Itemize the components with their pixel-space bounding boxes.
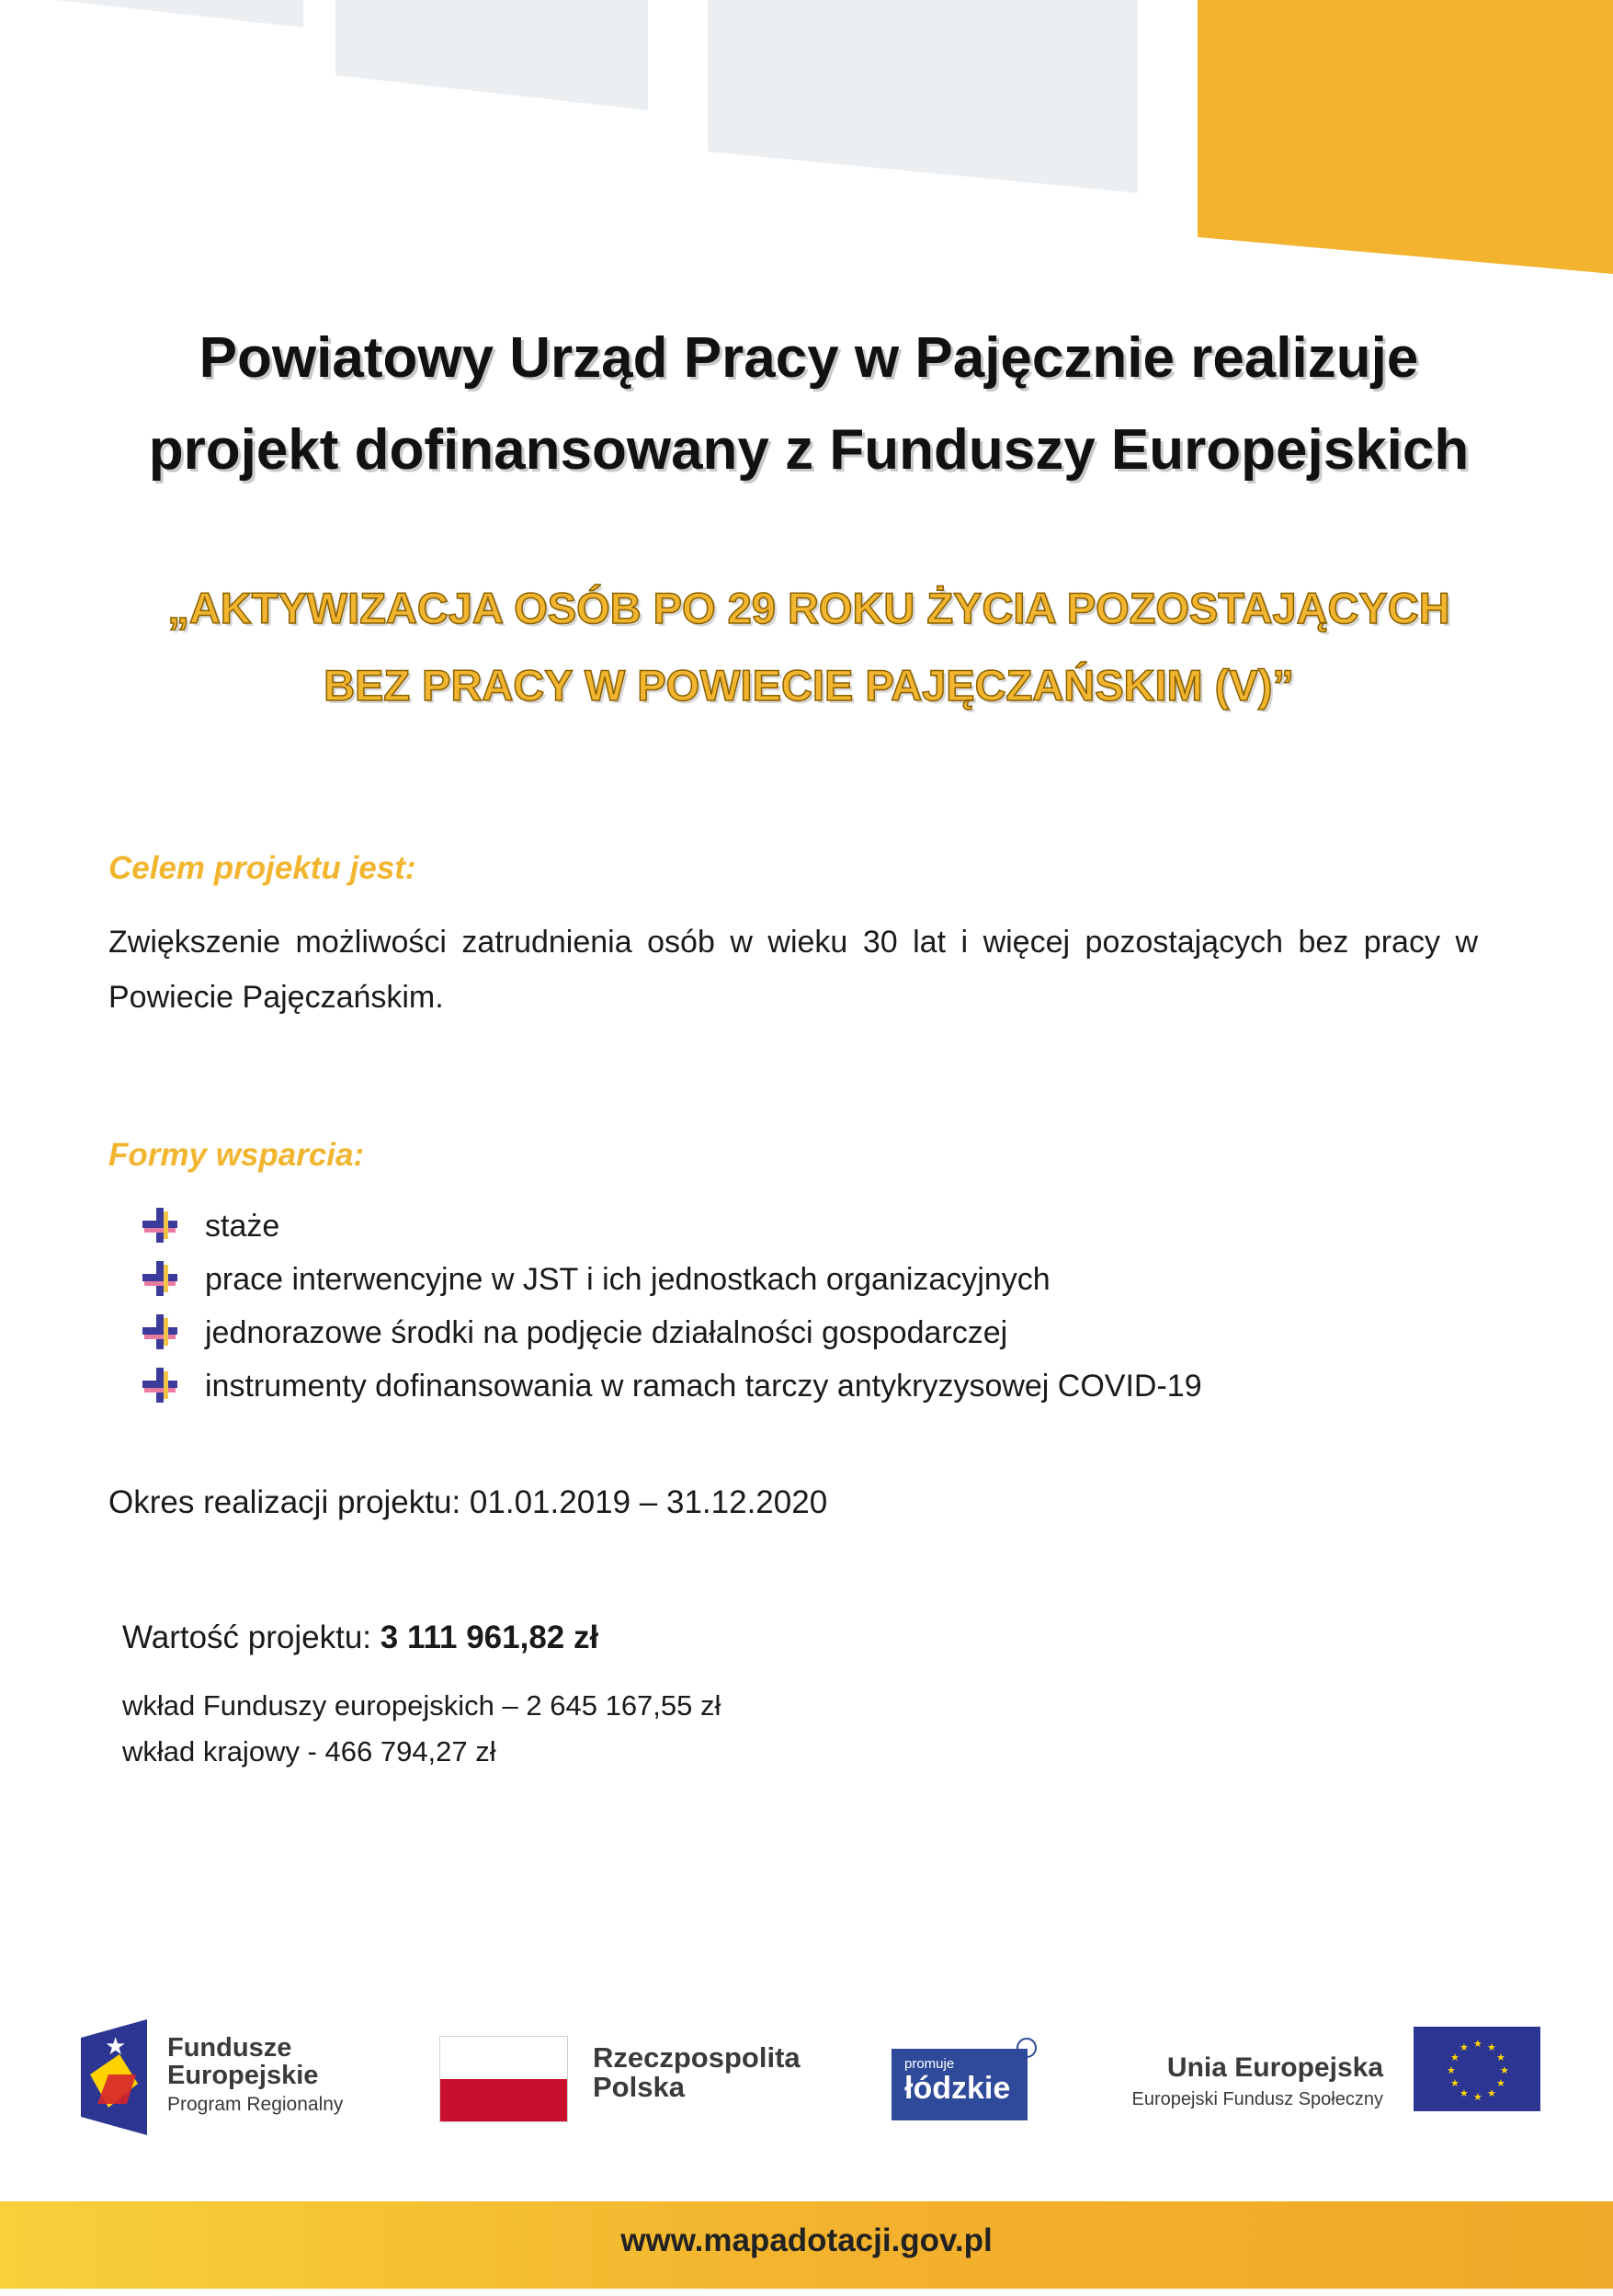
svg-text:★: ★ — [105, 2033, 127, 2061]
rp-line-1: Rzeczpospolita — [593, 2041, 801, 2074]
ue-line-1: Unia Europejska — [1166, 2052, 1383, 2083]
support-item-text: prace interwencyjne w JST i ich jednostkach organizacyjnych — [205, 1261, 1051, 1297]
eu-contribution: wkład Funduszy europejskich – 2 645 167,55 zł — [122, 1689, 721, 1722]
support-item-text: staże — [205, 1208, 280, 1244]
support-item-text: jednorazowe środki na podjęcie działalności gospodarczej — [205, 1314, 1008, 1350]
svg-text:★: ★ — [1496, 2052, 1505, 2063]
fe-line-1: Fundusze — [167, 2033, 292, 2063]
eu-flag-icon — [1414, 2027, 1540, 2111]
fe-line-3: Program Regionalny — [167, 2094, 344, 2115]
svg-text:★: ★ — [1450, 2052, 1460, 2063]
national-contribution: wkład krajowy - 466 794,27 zł — [122, 1735, 496, 1767]
goal-label: Celem projektu jest: — [108, 850, 416, 886]
goal-text: Zwiększenie możliwości zatrudnienia osób w wieku 30 lat i więcej pozostających bez pracy w Powiecie Pajęczańskim. — [108, 925, 1478, 1015]
cross-bullet-icon — [142, 1314, 205, 1351]
svg-text:★: ★ — [1460, 2087, 1469, 2099]
list-item — [142, 1359, 1202, 1413]
support-label: Formy wsparcia: — [108, 1137, 365, 1173]
project-value-label: Wartość projektu: — [122, 1620, 381, 1655]
project-name — [74, 570, 1544, 724]
page-title — [74, 313, 1544, 496]
ue-line-2: Europejski Fundusz Społeczny — [1131, 2089, 1383, 2109]
svg-text:★: ★ — [1450, 2077, 1460, 2089]
list-item — [142, 1306, 1202, 1359]
lodzkie-badge-icon — [1017, 2038, 1037, 2058]
svg-text:★: ★ — [1487, 2041, 1496, 2053]
polish-flag-icon — [439, 2036, 568, 2122]
fe-logo-text — [167, 2034, 343, 2120]
svg-text:★: ★ — [1447, 2064, 1456, 2076]
logos-strip — [0, 2018, 1613, 2137]
svg-text:★: ★ — [1487, 2087, 1496, 2099]
header-gray-shape-1 — [55, 0, 303, 28]
header-yellow-shape — [1198, 0, 1613, 274]
project-value-amount: 3 111 961,82 zł — [380, 1620, 599, 1655]
header-gray-shape-2 — [335, 0, 648, 110]
svg-text:★: ★ — [1500, 2064, 1509, 2076]
project-name-line-2: BEZ PRACY W POWIECIE PAJĘCZAŃSKIM (V)” — [324, 661, 1294, 710]
fundusze-europejskie-logo-icon — [81, 2019, 147, 2135]
project-period: Okres realizacji projektu: 01.01.2019 – 31.12.2020 — [108, 1484, 828, 1520]
support-list — [142, 1199, 1202, 1413]
lodzkie-logo-icon — [892, 2049, 1028, 2120]
lodz-small-text: promuje — [904, 2056, 955, 2072]
title-line-2: projekt dofinansowany z Funduszy Europejskich — [148, 418, 1470, 482]
support-item-text: instrumenty dofinansowania w ramach tarczy antykryzysowej COVID-19 — [205, 1368, 1202, 1404]
lodz-big-text: łódzkie — [904, 2071, 1011, 2106]
svg-text:★: ★ — [1460, 2041, 1469, 2053]
cross-bullet-icon — [142, 1368, 205, 1404]
header-gray-shape-3 — [708, 0, 1138, 193]
fe-line-2: Europejskie — [167, 2061, 319, 2090]
list-item — [142, 1199, 1202, 1253]
list-item — [142, 1253, 1202, 1306]
svg-text:★: ★ — [1496, 2077, 1505, 2089]
footer-url: www.mapadotacji.gov.pl — [620, 2222, 993, 2258]
header-decoration — [0, 0, 1613, 294]
svg-text:★: ★ — [1473, 2038, 1482, 2050]
title-line-1: Powiatowy Urząd Pracy w Pajęcznie realizuje — [199, 326, 1419, 390]
cross-bullet-icon — [142, 1208, 205, 1245]
svg-text:★: ★ — [1473, 2091, 1482, 2103]
project-value — [122, 1620, 598, 1656]
project-name-line-1: „AKTYWIZACJA OSÓB PO 29 ROKU ŻYCIA POZOSTAJĄCYCH — [167, 584, 1450, 632]
cross-bullet-icon — [142, 1261, 205, 1298]
rp-line-2: Polska — [593, 2071, 685, 2103]
rp-logo-text — [593, 2043, 801, 2102]
ue-logo-text — [1117, 2052, 1383, 2110]
